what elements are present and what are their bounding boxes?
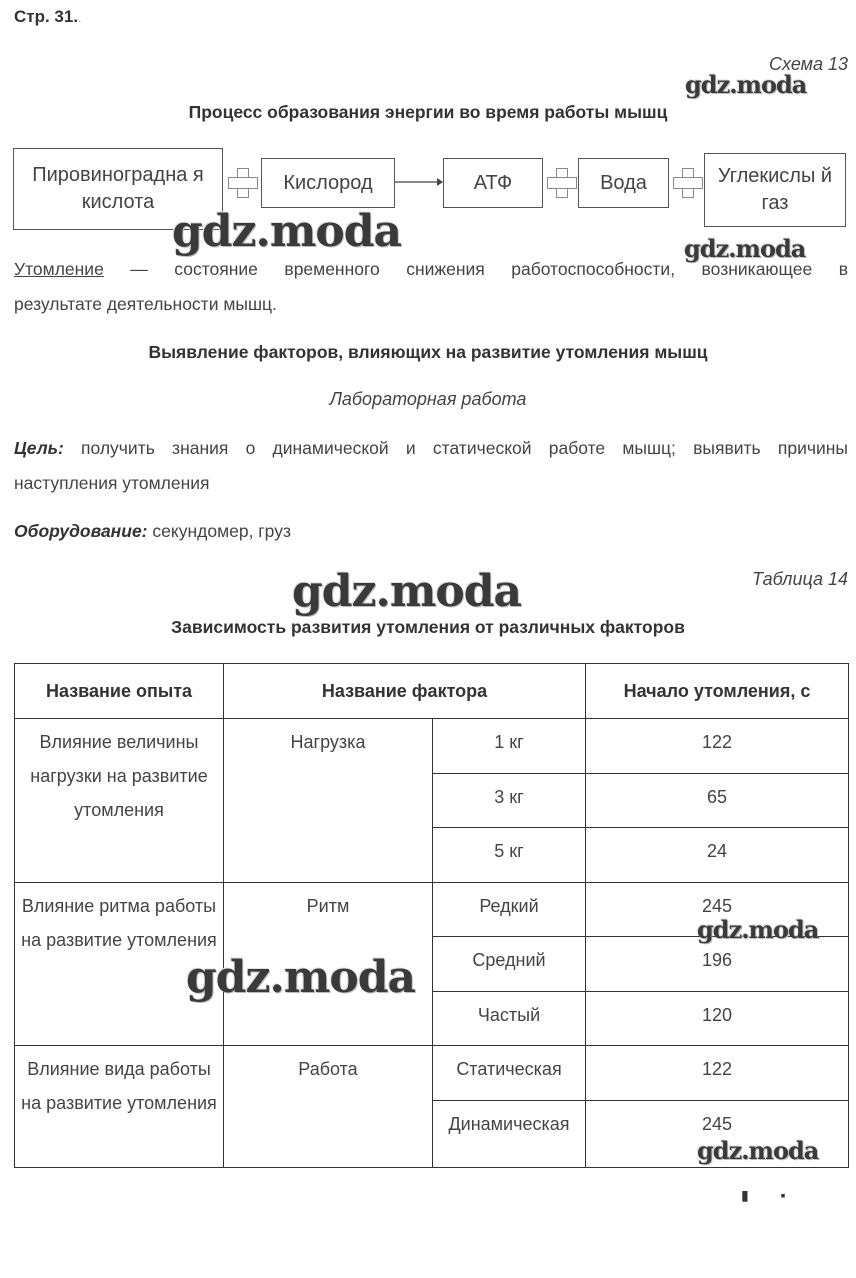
definition-line-1: Утомление — состояние временного снижения работоспособности, возникающее в xyxy=(14,259,848,279)
footer-marks: ▮ ▪ xyxy=(741,1187,800,1203)
experiment-cell: Влияние ритма работы на развитие утомления xyxy=(15,882,224,1046)
plus-icon xyxy=(547,168,577,198)
watermark: gdz.moda xyxy=(697,915,819,944)
sub-factor-cell: 3 кг xyxy=(433,773,586,828)
scheme-caption: Схема 13 xyxy=(769,54,848,74)
value-cell: 122 xyxy=(586,1046,849,1101)
goal-line-1: Цель: получить знания о динамической и статической работе мышц; выявить причины xyxy=(14,438,848,458)
sub-factor-cell: Динамическая xyxy=(433,1100,586,1167)
watermark: gdz.moda xyxy=(172,206,402,257)
value-cell: 120 xyxy=(586,991,849,1046)
goal-line-2: наступления утомления xyxy=(14,473,210,493)
watermark: gdz.moda xyxy=(697,1136,819,1165)
experiment-cell: Влияние величины нагрузки на развитие утомления xyxy=(15,719,224,883)
value-cell: 196 xyxy=(586,937,849,992)
arrow-icon xyxy=(395,175,443,189)
table-title: Зависимость развития утомления от различных факторов xyxy=(171,617,685,637)
equipment-line: Оборудование: секундомер, груз xyxy=(14,521,291,541)
table-row xyxy=(15,719,849,774)
watermark: gdz.moda xyxy=(685,70,807,99)
value-cell: 245 xyxy=(586,882,849,937)
value-cell: 65 xyxy=(586,773,849,828)
box-carbon-dioxide: Углекислы й газ xyxy=(704,153,846,227)
factor-cell: Ритм xyxy=(224,882,433,1046)
table-row xyxy=(15,1046,849,1101)
value-cell: 24 xyxy=(586,828,849,883)
header-factor: Название фактора xyxy=(224,664,586,719)
factor-cell: Нагрузка xyxy=(224,719,433,883)
header-experiment: Название опыта xyxy=(15,664,224,719)
watermark: gdz.moda xyxy=(186,952,416,1003)
sub-factor-cell: 1 кг xyxy=(433,719,586,774)
sub-factor-cell: Частый xyxy=(433,991,586,1046)
sub-factor-cell: Редкий xyxy=(433,882,586,937)
table-header-row xyxy=(15,664,849,719)
plus-icon xyxy=(228,168,258,198)
box-pyruvic-acid: Пировиноградна я кислота xyxy=(13,148,223,230)
header-fatigue-onset: Начало утомления, с xyxy=(586,664,849,719)
box-oxygen: Кислород xyxy=(261,158,395,208)
value-cell: 245 xyxy=(586,1100,849,1167)
scheme-title: Процесс образования энергии во время работы мышц xyxy=(188,102,668,122)
lab-title: Выявление факторов, влияющих на развитие утомления мышц xyxy=(148,342,708,362)
page-number: Стр. 31.. xyxy=(14,7,82,26)
definition-line-2: результате деятельности мышц. xyxy=(14,294,277,314)
sub-factor-cell: 5 кг xyxy=(433,828,586,883)
experiment-cell: Влияние вида работы на развитие утомления xyxy=(15,1046,224,1168)
factor-cell: Работа xyxy=(224,1046,433,1168)
sub-factor-cell: Средний xyxy=(433,937,586,992)
value-cell: 122 xyxy=(586,719,849,774)
table-caption: Таблица 14 xyxy=(751,569,848,589)
box-atp: АТФ xyxy=(443,158,543,208)
sub-factor-cell: Статическая xyxy=(433,1046,586,1101)
box-water: Вода xyxy=(578,158,669,208)
term-fatigue: Утомление xyxy=(14,259,104,279)
watermark: gdz.moda xyxy=(292,566,522,617)
lab-subtitle: Лабораторная работа xyxy=(329,389,527,409)
watermark: gdz.moda xyxy=(684,234,806,263)
plus-icon xyxy=(673,168,703,198)
